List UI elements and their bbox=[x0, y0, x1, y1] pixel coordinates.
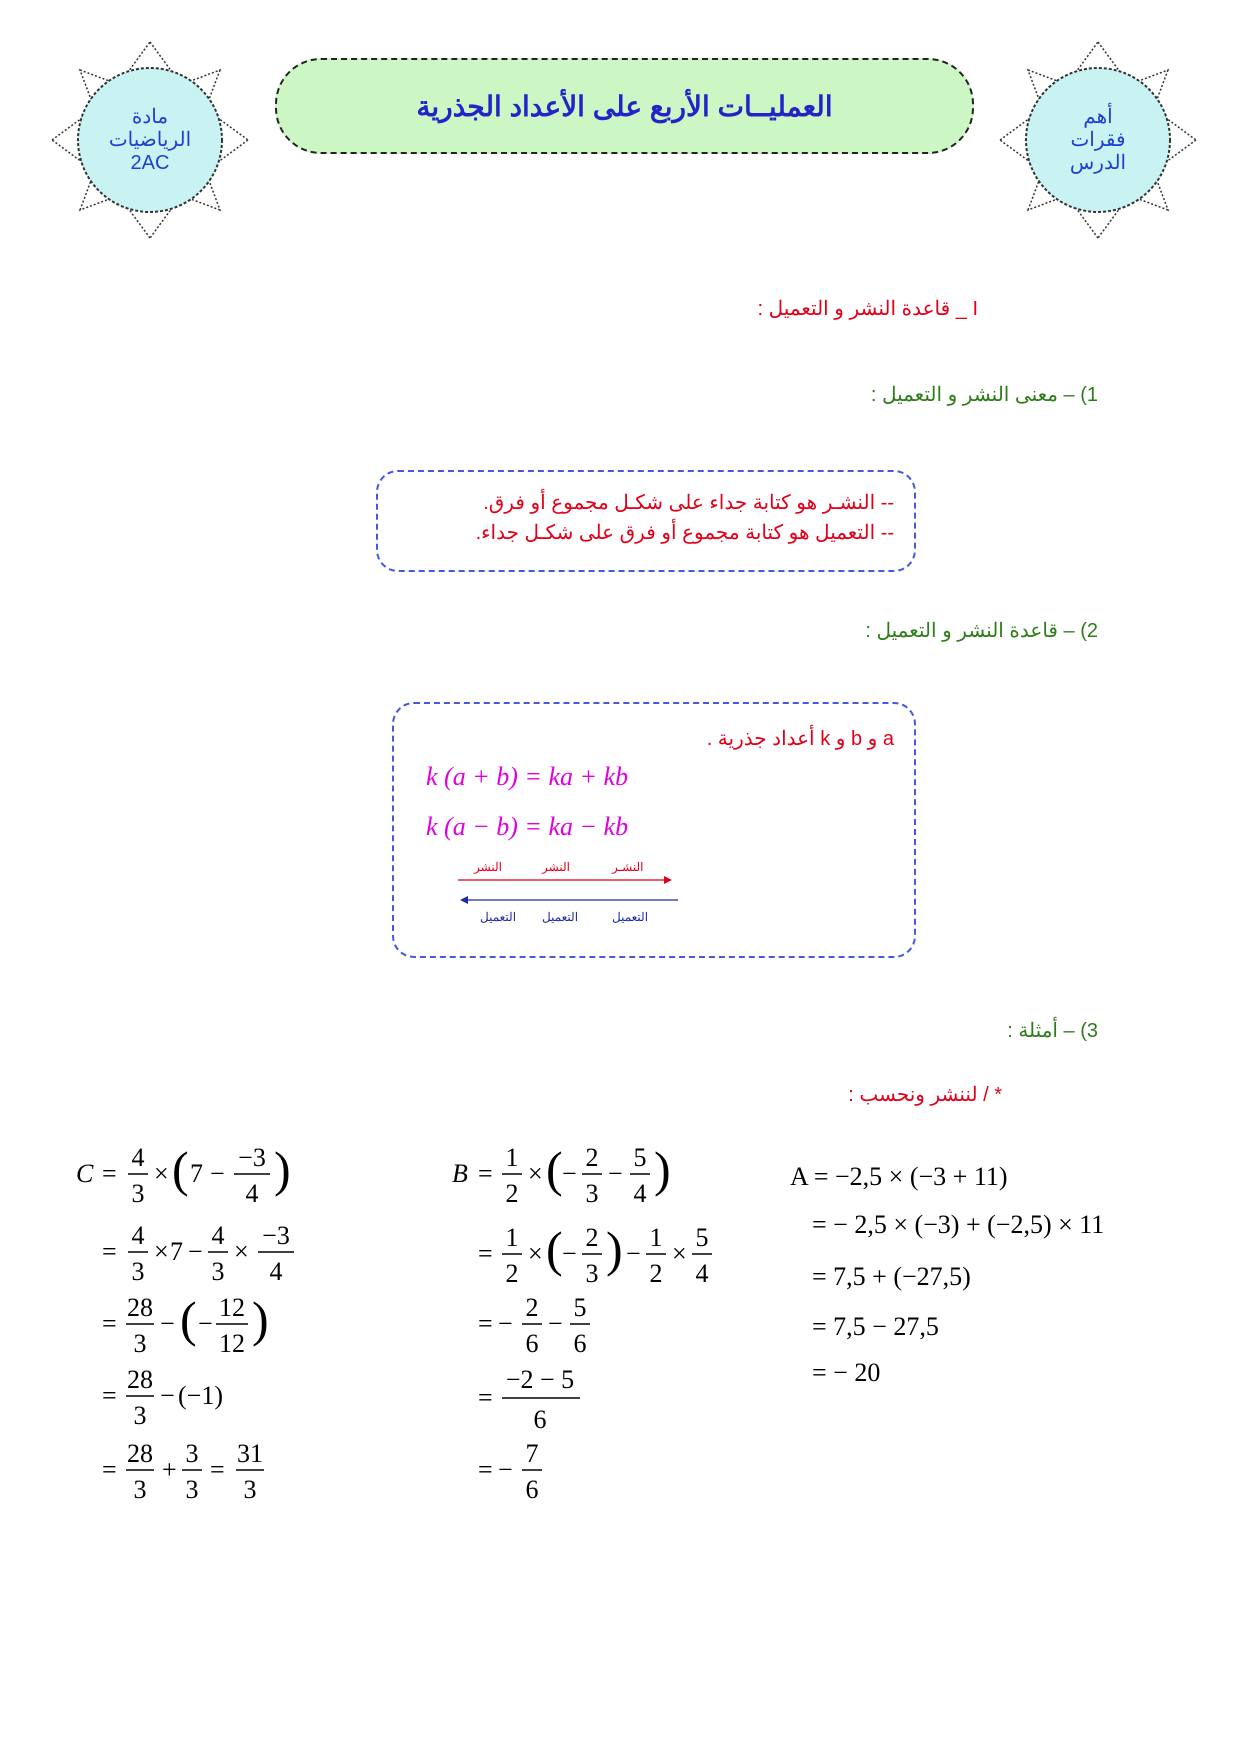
fraction-denominator: 3 bbox=[131, 1257, 145, 1286]
svg-text:×: × bbox=[528, 1159, 543, 1188]
page-title: العمليــات الأربع على الأعداد الجذرية bbox=[416, 90, 833, 122]
svg-text:=: = bbox=[478, 1383, 493, 1412]
definition-box bbox=[376, 470, 916, 572]
svg-text:−: − bbox=[188, 1237, 203, 1266]
svg-text:−: − bbox=[198, 1309, 213, 1338]
svg-text:): ) bbox=[274, 1141, 291, 1197]
example-a-line: A = −2,5 × (−3 + 11) bbox=[790, 1162, 1008, 1191]
example-c bbox=[66, 1136, 386, 1556]
fraction-numerator: −2 − 5 bbox=[505, 1365, 575, 1394]
svg-text:−: − bbox=[210, 1159, 225, 1188]
fraction-numerator: 28 bbox=[127, 1439, 153, 1468]
example-a-line: = − 20 bbox=[812, 1358, 881, 1387]
example-b-label: B bbox=[452, 1159, 468, 1188]
definition-line: -- النشـر هو كتابة جداء على شكـل مجموع أو فرق. bbox=[483, 492, 894, 514]
fraction-numerator: 4 bbox=[211, 1221, 225, 1250]
fraction-denominator: 2 bbox=[649, 1259, 663, 1288]
svg-text:−: − bbox=[608, 1159, 623, 1188]
definition-line: -- التعميل هو كتابة مجموع أو فرق على شكـل جداء. bbox=[475, 522, 894, 544]
fraction-denominator: 6 bbox=[525, 1329, 539, 1358]
expand-label: النشر bbox=[542, 860, 570, 874]
svg-text:=: = bbox=[102, 1159, 117, 1188]
examples-intro: * / لننشر ونحسب : bbox=[848, 1084, 1002, 1106]
fraction-denominator: 6 bbox=[533, 1405, 547, 1434]
svg-text:): ) bbox=[252, 1291, 269, 1347]
fraction-numerator: 5 bbox=[633, 1143, 647, 1172]
fraction-denominator: 3 bbox=[133, 1401, 147, 1430]
integer-term: (−1) bbox=[178, 1381, 223, 1410]
fraction-numerator: 3 bbox=[185, 1439, 199, 1468]
title-banner bbox=[275, 58, 974, 154]
fraction-denominator: 3 bbox=[133, 1475, 147, 1504]
fraction-numerator: 7 bbox=[525, 1439, 539, 1468]
formula-distribute-sum: k (a + b) = ka + kb bbox=[426, 762, 629, 791]
section-heading: I _ قاعدة النشر و التعميل : bbox=[757, 298, 978, 320]
fraction-denominator: 3 bbox=[185, 1475, 199, 1504]
formula-distribute-difference: k (a − b) = ka − kb bbox=[426, 812, 629, 841]
badge-line: مادة bbox=[131, 105, 169, 128]
example-b bbox=[440, 1136, 760, 1556]
fraction-denominator: 3 bbox=[133, 1329, 147, 1358]
fraction-denominator: 3 bbox=[131, 1179, 145, 1208]
integer-term: 7 bbox=[170, 1237, 183, 1266]
fraction-numerator: 28 bbox=[127, 1293, 153, 1322]
example-a-line: = 7,5 − 27,5 bbox=[812, 1312, 939, 1341]
subsection-heading-1: 1) – معنى النشر و التعميل : bbox=[870, 384, 1098, 406]
fraction-numerator: 2 bbox=[525, 1293, 539, 1322]
rule-box bbox=[392, 702, 916, 958]
svg-text:−: − bbox=[562, 1239, 577, 1268]
fraction-denominator: 4 bbox=[695, 1259, 709, 1288]
fraction-numerator: 1 bbox=[505, 1223, 519, 1252]
fraction-denominator: 3 bbox=[211, 1257, 225, 1286]
svg-text:(: ( bbox=[546, 1221, 563, 1277]
expand-factor-arrows bbox=[458, 874, 678, 904]
fraction-numerator: 2 bbox=[585, 1143, 599, 1172]
svg-text:(: ( bbox=[180, 1291, 197, 1347]
badge-line: أهم bbox=[1083, 105, 1113, 128]
example-a-line: = − 2,5 × (−3) + (−2,5) × 11 bbox=[812, 1210, 1105, 1239]
badge-line: الدرس bbox=[1069, 151, 1127, 174]
svg-text:=: = bbox=[478, 1455, 493, 1484]
factor-label: التعميل bbox=[542, 910, 579, 924]
expand-label: النشـر bbox=[612, 860, 644, 874]
svg-text:=: = bbox=[102, 1309, 117, 1338]
svg-text:=: = bbox=[478, 1309, 493, 1338]
fraction-numerator: 1 bbox=[649, 1223, 663, 1252]
expand-label: النشر bbox=[474, 860, 502, 874]
fraction-numerator: 12 bbox=[219, 1293, 245, 1322]
svg-text:−: − bbox=[498, 1455, 513, 1484]
svg-text:=: = bbox=[102, 1237, 117, 1266]
svg-text:×: × bbox=[528, 1239, 543, 1268]
factor-label: التعميل bbox=[612, 910, 649, 924]
svg-text:−: − bbox=[562, 1159, 577, 1188]
fraction-denominator: 4 bbox=[245, 1179, 259, 1208]
fraction-denominator: 6 bbox=[525, 1475, 539, 1504]
fraction-denominator: 4 bbox=[633, 1179, 647, 1208]
fraction-numerator: 31 bbox=[237, 1439, 263, 1468]
fraction-denominator: 3 bbox=[585, 1259, 599, 1288]
example-c-label: C bbox=[76, 1159, 94, 1188]
badge-line: 2AC bbox=[130, 151, 170, 174]
svg-text:×: × bbox=[234, 1237, 249, 1266]
subsection-heading-3: 3) – أمثلة : bbox=[1007, 1020, 1098, 1042]
fraction-denominator: 2 bbox=[505, 1179, 519, 1208]
svg-text:(: ( bbox=[546, 1141, 563, 1197]
fraction-denominator: 6 bbox=[573, 1329, 587, 1358]
lesson-badge bbox=[998, 40, 1198, 240]
fraction-numerator: −3 bbox=[262, 1221, 290, 1250]
svg-text:−: − bbox=[626, 1239, 641, 1268]
svg-text:): ) bbox=[606, 1221, 623, 1277]
fraction-numerator: 28 bbox=[127, 1365, 153, 1394]
svg-text:): ) bbox=[654, 1141, 671, 1197]
fraction-denominator: 4 bbox=[269, 1257, 283, 1286]
svg-text:(: ( bbox=[172, 1141, 189, 1197]
svg-text:−: − bbox=[548, 1309, 563, 1338]
fraction-numerator: 5 bbox=[695, 1223, 709, 1252]
subject-badge bbox=[50, 40, 250, 240]
svg-text:=: = bbox=[210, 1455, 225, 1484]
svg-text:=: = bbox=[478, 1159, 493, 1188]
factor-label: التعميل bbox=[480, 910, 517, 924]
badge-line: الرياضيات bbox=[108, 128, 192, 151]
svg-text:×: × bbox=[154, 1237, 169, 1266]
fraction-denominator: 12 bbox=[219, 1329, 245, 1358]
badge-line: فقرات bbox=[1070, 128, 1126, 151]
rule-intro: a و b و k أعداد جذرية . bbox=[706, 728, 894, 750]
subsection-heading-2: 2) – قاعدة النشر و التعميل : bbox=[865, 620, 1098, 642]
svg-text:×: × bbox=[154, 1159, 169, 1188]
fraction-numerator: 5 bbox=[573, 1293, 587, 1322]
svg-text:×: × bbox=[672, 1239, 687, 1268]
fraction-numerator: 1 bbox=[505, 1143, 519, 1172]
svg-text:−: − bbox=[498, 1309, 513, 1338]
fraction-denominator: 2 bbox=[505, 1259, 519, 1288]
fraction-numerator: 2 bbox=[585, 1223, 599, 1252]
fraction-numerator: 4 bbox=[131, 1221, 145, 1250]
svg-text:−: − bbox=[160, 1309, 175, 1338]
fraction-numerator: −3 bbox=[238, 1143, 266, 1172]
svg-text:=: = bbox=[102, 1381, 117, 1410]
fraction-denominator: 3 bbox=[243, 1475, 257, 1504]
svg-text:=: = bbox=[102, 1455, 117, 1484]
svg-text:=: = bbox=[478, 1239, 493, 1268]
fraction-numerator: 4 bbox=[131, 1143, 145, 1172]
example-a-line: = 7,5 + (−27,5) bbox=[812, 1262, 971, 1291]
svg-text:−: − bbox=[160, 1381, 175, 1410]
svg-text:+: + bbox=[162, 1455, 177, 1484]
fraction-denominator: 3 bbox=[585, 1179, 599, 1208]
integer-term: 7 bbox=[190, 1159, 203, 1188]
